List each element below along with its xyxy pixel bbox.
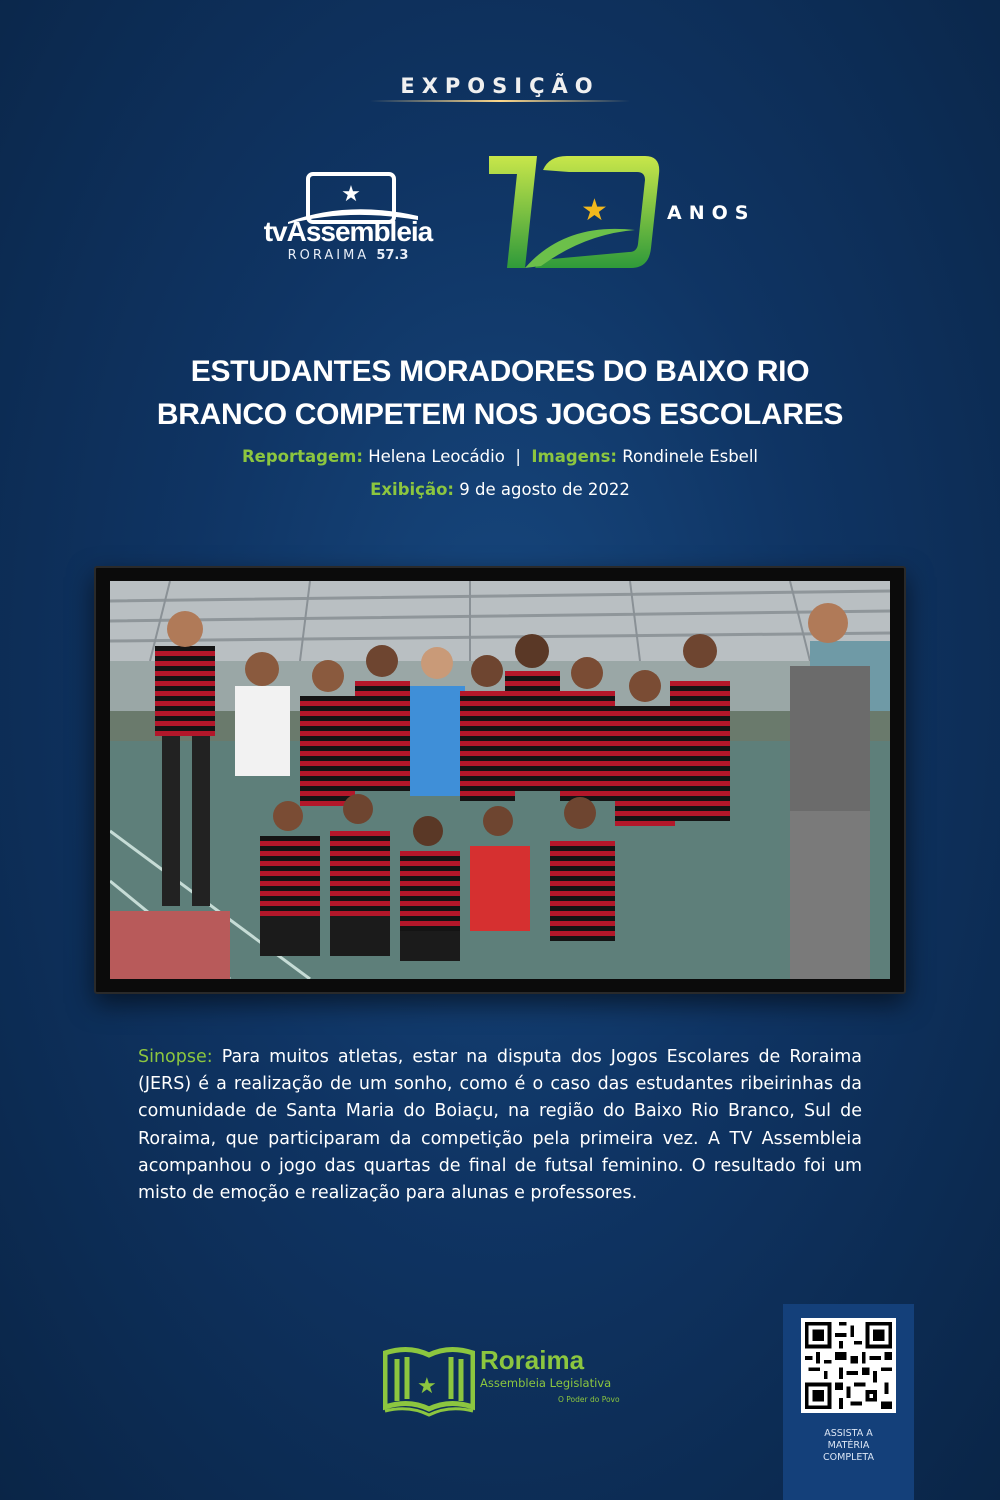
- reportagem-label: Reportagem:: [241, 447, 363, 466]
- exhibition-underline: [370, 100, 630, 102]
- assembleia-building-icon: [383, 1345, 475, 1417]
- assembleia-name: Roraima: [480, 1345, 585, 1375]
- tv-logo-subtitle: [248, 248, 448, 263]
- ten-years-star-icon: ★: [581, 193, 608, 228]
- qr-caption-line-1: ASSISTA A: [824, 1428, 873, 1439]
- tv-frequency: 57.3: [376, 248, 409, 263]
- credits-separator: |: [515, 447, 521, 466]
- tv-screen-frame: [94, 566, 906, 994]
- assembleia-star-icon: ★: [417, 1374, 437, 1399]
- tv-logo-name: tvAssembleia: [263, 216, 433, 247]
- exhibition-date-line: [0, 480, 1000, 499]
- title-line-1: ESTUDANTES MORADORES DO BAIXO RIO: [190, 355, 810, 388]
- ten-years-logo: [485, 152, 755, 272]
- synopsis-label: Sinopse:: [138, 1047, 213, 1067]
- qr-caption: [783, 1428, 914, 1464]
- title-line-2: BRANCO COMPETEM NOS JOGOS ESCOLARES: [156, 398, 844, 431]
- assembleia-subtitle: Assembleia Legislativa: [480, 1376, 612, 1390]
- qr-panel[interactable]: [783, 1304, 914, 1500]
- qr-code-pattern: [801, 1318, 896, 1413]
- team-photo: [110, 581, 890, 979]
- qr-caption-line-2: MATÉRIA: [827, 1440, 870, 1451]
- qr-caption-line-3: COMPLETA: [823, 1452, 874, 1463]
- assembleia-motto: O Poder do Povo: [558, 1395, 620, 1404]
- imagens-label: Imagens:: [531, 447, 618, 466]
- exhibition-label: EXPOSIÇÃO: [400, 74, 600, 98]
- synopsis: [138, 1044, 862, 1207]
- reportagem-value: Helena Leocádio: [368, 447, 505, 466]
- exibicao-value: 9 de agosto de 2022: [459, 480, 630, 499]
- qr-code[interactable]: [801, 1318, 896, 1413]
- page-title: [0, 350, 1000, 436]
- synopsis-text: Para muitos atletas, estar na disputa dos Jogos Escolares de Roraima (JERS) é a realização de um sonho, como é o caso das estudantes ribeirinhas da comunidade de Santa Maria do Boiaçu, na região do Baixo Rio Branco, Sul de Roraima, que participaram da competição pela primeira vez. A TV Assembleia acompanhou o jogo das quartas de final de futsal feminino. O resultado foi um misto de emoção e realização para alunas e professores.: [138, 1047, 862, 1204]
- exibicao-label: Exibição:: [370, 480, 455, 499]
- tv-assembleia-logo: [248, 168, 448, 268]
- imagens-value: Rondinele Esbell: [622, 447, 759, 466]
- ten-years-emblem: [485, 152, 665, 272]
- tv-region: RORAIMA: [287, 248, 370, 263]
- anos-label: ANOS: [667, 202, 756, 224]
- team-photo-illustration: [110, 581, 890, 979]
- star-icon: ★: [341, 182, 361, 207]
- assembleia-logo: [383, 1345, 623, 1425]
- credits-line: [0, 447, 1000, 466]
